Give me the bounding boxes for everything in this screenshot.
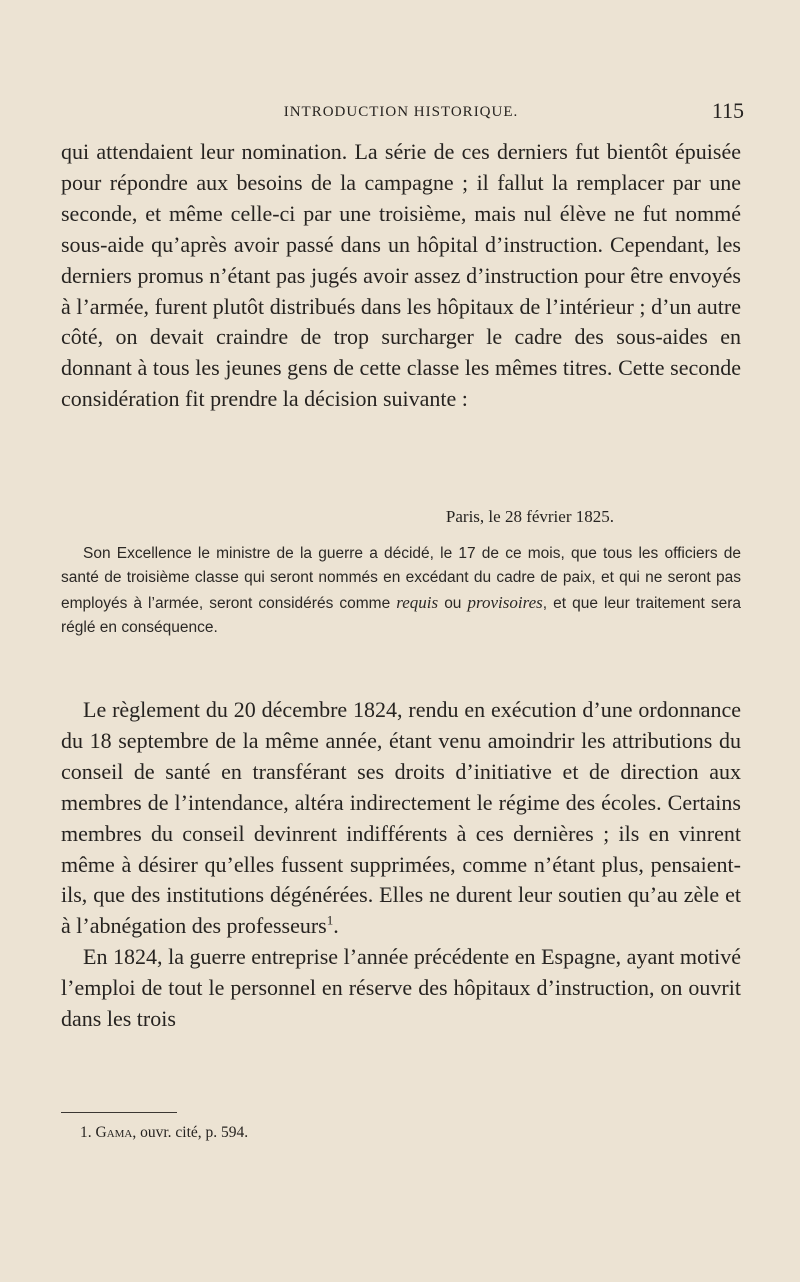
running-head <box>58 98 744 128</box>
quote-text-start: Son Excellence le ministre de la guerre a décidé, le 17 de ce mois, que tous les officiers de santé de troisième classe qui seront nommés en excédant du cadre de paix, et qui ne seront pas employés à l’armée, seront considérés comme <box>61 545 741 612</box>
main-text-continued <box>61 695 741 1035</box>
paragraph-2-text: Le règlement du 20 décembre 1824, rendu en exécution d’une ordonnance du 18 septembre de la même année, étant venu amoindrir les attributions du conseil de santé en transférant ses droits d’initiative et de direction aux membres de l’intendance, altéra indirectement le régime des écoles. Certains membres du conseil devinrent indifférents à ces dernières ; ils en vinrent même à désirer qu’elles fussent supprimées, comme n’étant plus, pensaient-ils, que des institutions dégénérées. Elles ne durent leur soutien qu’au zèle et à l’abnégation des professeurs <box>61 697 741 939</box>
decision-date-line: Paris, le 28 février 1825. <box>445 507 614 526</box>
quote-italic-requis: requis <box>396 592 439 612</box>
paragraph-2-end: . <box>333 913 339 939</box>
quote-joiner: ou <box>444 594 462 612</box>
quoted-decision-text <box>61 542 741 640</box>
paragraph-2 <box>61 695 741 942</box>
footnote-citation: , ouvr. cité, p. 594. <box>132 1124 249 1141</box>
paragraph-1-text: qui attendaient leur nomination. La série de ces derniers fut bientôt épuisée pour répondre aux besoins de la campagne ; il fallut la remplacer par une seconde, et même celle-ci par une troisième, mais nul élève ne fut nommé sous-aide qu’après avoir passé dans un hôpital d’instruction. Cependant, les derniers promus n’étant pas jugés avoir assez d’instruction pour être envoyés à l’armée, furent plutôt distribués dans les hôpitaux de l’intérieur ; d’un autre côté, on devait craindre de trop surcharger le cadre des sous-aides en donnant à tous les jeunes gens de cette classe les mêmes titres. Cette seconde considération fit prendre la décision suivante : <box>61 139 741 412</box>
quote-italic-provisoires: provisoires <box>467 592 543 612</box>
paragraph-3: En 1824, la guerre entreprise l’année précédente en Espagne, ayant motivé l’emploi de tout le personnel en réserve des hôpitaux d’instruction, on ouvrit dans les trois <box>61 944 741 1032</box>
footnote-reference[interactable]: 1 <box>326 913 334 929</box>
running-title: INTRODUCTION HISTORIQUE. <box>283 104 519 120</box>
footnote-number: 1. <box>80 1124 92 1141</box>
quoted-decision <box>61 542 741 640</box>
footnote <box>80 1124 248 1142</box>
footnote-rule <box>61 1112 177 1113</box>
quote-text-end: , et que leur traitement sera réglé en conséquence. <box>61 594 742 636</box>
page-number: 115 <box>711 98 744 123</box>
paragraph-1 <box>61 137 741 415</box>
footnote-author: Gama <box>95 1124 133 1141</box>
